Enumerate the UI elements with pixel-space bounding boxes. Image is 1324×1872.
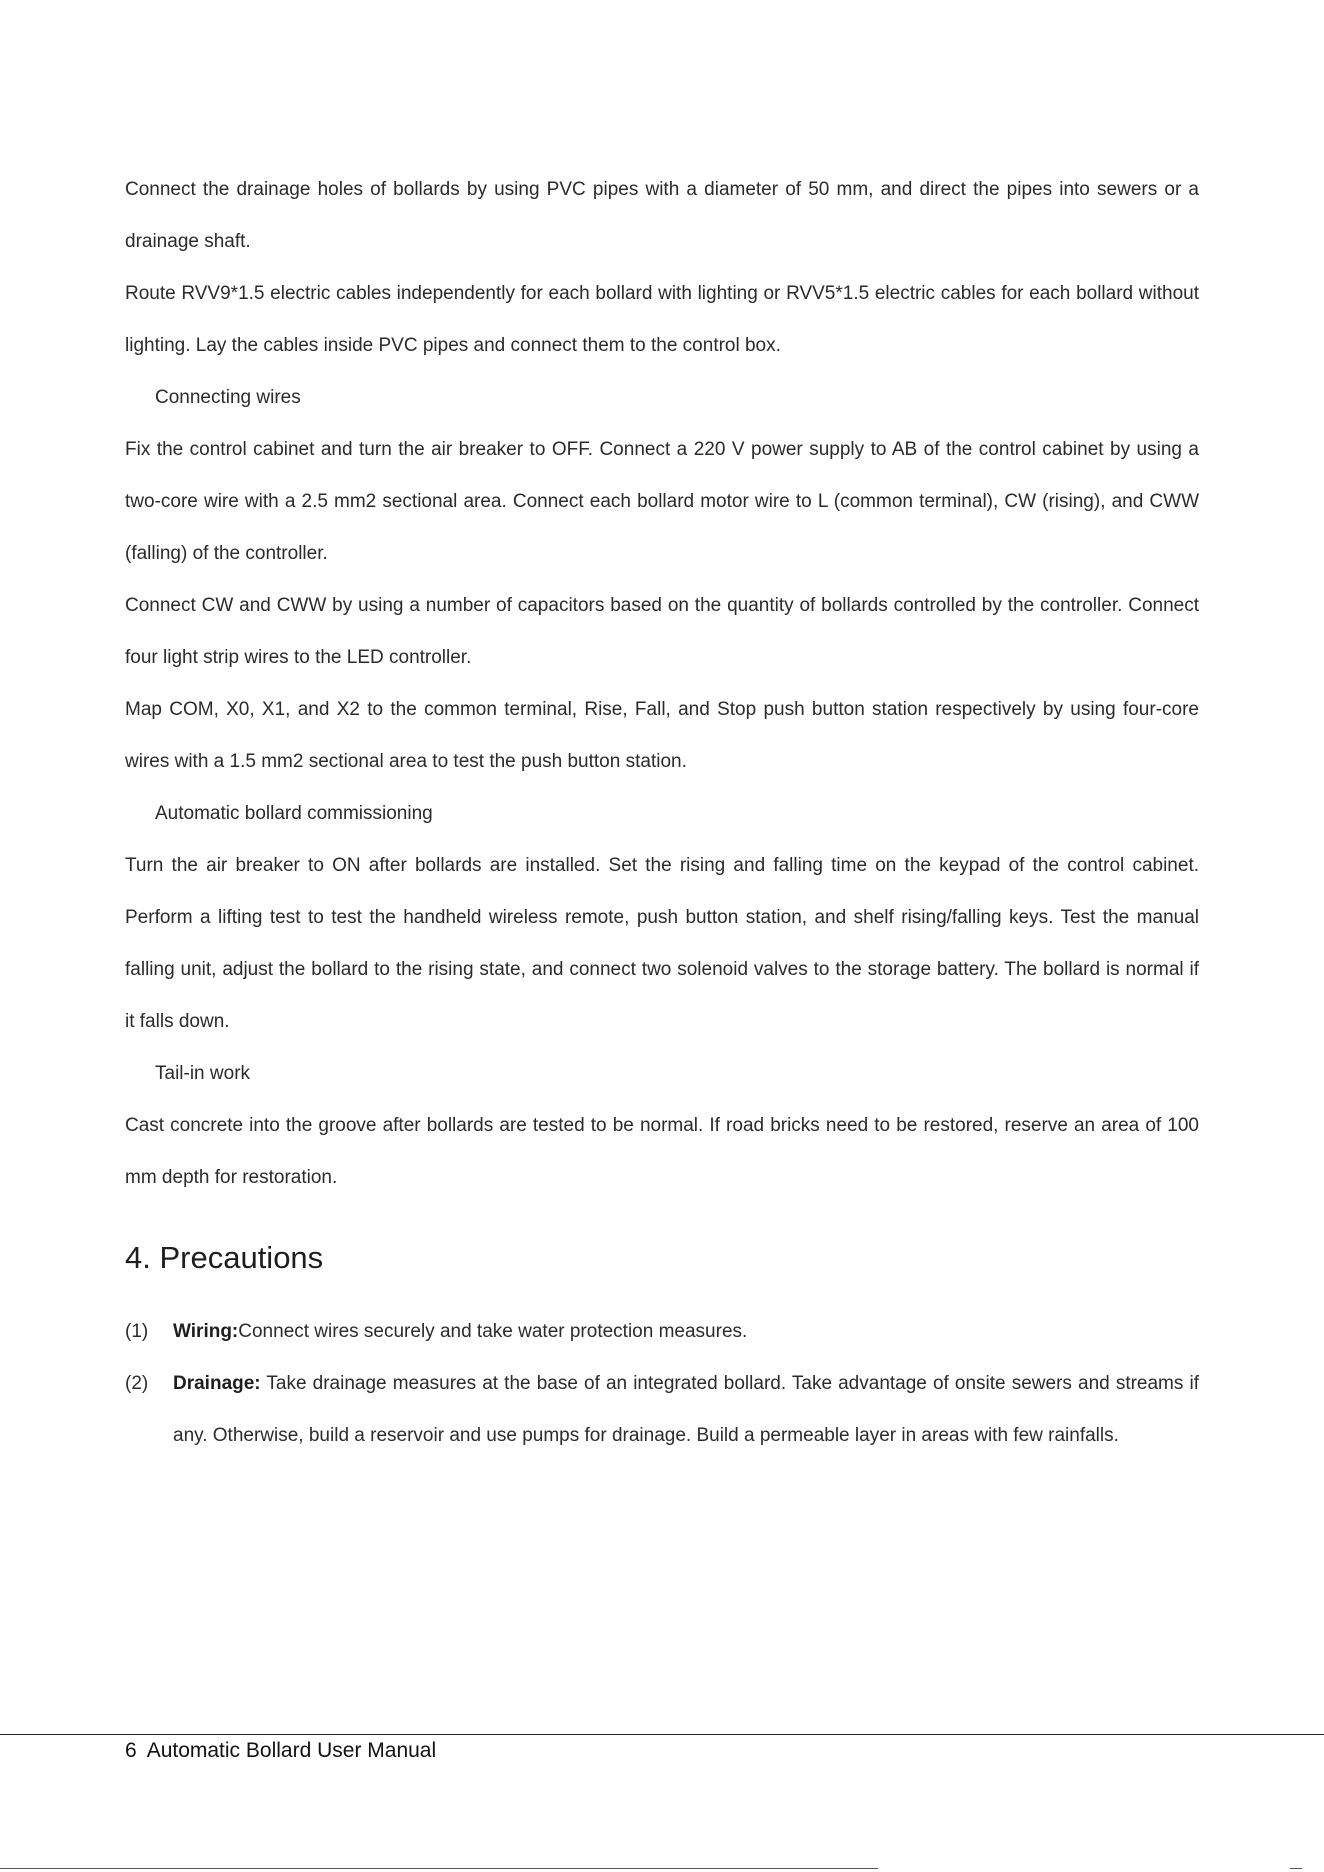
footer-title: Automatic Bollard User Manual bbox=[146, 1739, 437, 1762]
paragraph-commissioning: Turn the air breaker to ON after bollards are installed. Set the rising and falling time on the keypad of the control cabinet. Perform a lifting test to test the handheld wireless remote, push button station, and shelf rising/falling keys. Test the manual falling unit, adjust the bollard to the rising state, and connect two solenoid valves to the storage battery. The bollard is normal if it falls down. bbox=[125, 855, 1199, 1032]
list-number: (1) bbox=[125, 1321, 149, 1342]
list-term: Drainage: bbox=[173, 1373, 261, 1394]
list-body bbox=[173, 1306, 1199, 1358]
paragraph-cast-concrete: Cast concrete into the groove after bollards are tested to be normal. If road bricks need to be restored, reserve an area of 100 mm depth for restoration. bbox=[125, 1115, 1199, 1188]
page-footer bbox=[125, 1736, 436, 1766]
paragraph-capacitors: Connect CW and CWW by using a number of capacitors based on the quantity of bollards controlled by the controller. Connect four light strip wires to the LED controller. bbox=[125, 595, 1199, 668]
bottom-divider-right bbox=[1290, 1868, 1302, 1869]
paragraph-route-cables: Route RVV9*1.5 electric cables independently for each bollard with lighting or RVV5*1.5 electric cables for each bollard without lighting. Lay the cables inside PVC pipes and connect them to the control box. bbox=[125, 283, 1199, 356]
page-content bbox=[125, 164, 1199, 1462]
list-body bbox=[173, 1358, 1199, 1462]
paragraph-control-cabinet: Fix the control cabinet and turn the air breaker to OFF. Connect a 220 V power supply to AB of the control cabinet by using a two-core wire with a 2.5 mm2 sectional area. Connect each bollard motor wire to L (common terminal), CW (rising), and CWW (falling) of the controller. bbox=[125, 439, 1199, 564]
subhead-tail-in-work: Tail-in work bbox=[155, 1063, 251, 1084]
list-number: (2) bbox=[125, 1373, 149, 1394]
list-item-wiring bbox=[125, 1306, 1199, 1358]
list-text: Take drainage measures at the base of an integrated bollard. Take advantage of onsite sewers and streams if any. Otherwise, build a reservoir and use pumps for drainage. Build a permeable layer in areas with few rainfalls. bbox=[173, 1373, 1199, 1446]
paragraph-map-com: Map COM, X0, X1, and X2 to the common terminal, Rise, Fall, and Stop push button station respectively by using four-core wires with a 1.5 mm2 sectional area to test the push button station. bbox=[125, 699, 1199, 772]
subhead-connecting-wires: Connecting wires bbox=[155, 387, 301, 408]
subhead-commissioning: Automatic bollard commissioning bbox=[155, 803, 433, 824]
paragraph-drainage-holes: Connect the drainage holes of bollards by using PVC pipes with a diameter of 50 mm, and direct the pipes into sewers or a drainage shaft. bbox=[125, 179, 1199, 252]
list-item-drainage bbox=[125, 1358, 1199, 1462]
footer-divider bbox=[0, 1734, 1324, 1735]
page-number: 6 bbox=[125, 1739, 137, 1762]
list-term: Wiring: bbox=[173, 1321, 239, 1342]
section-title-precautions: 4. Precautions bbox=[125, 1240, 324, 1275]
list-text: Connect wires securely and take water protection measures. bbox=[238, 1321, 748, 1342]
bottom-divider bbox=[0, 1868, 878, 1869]
